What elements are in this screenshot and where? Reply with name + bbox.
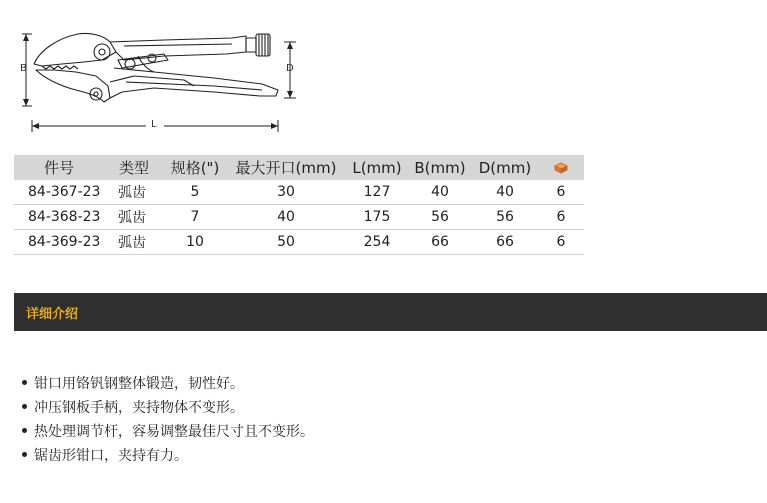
dimension-d-label: D (286, 63, 294, 74)
cell-depth: 40 (472, 180, 538, 205)
cell-type: 弧齿 (104, 230, 164, 255)
cell-length: 254 (346, 230, 408, 255)
cell-max-opening: 30 (226, 180, 346, 205)
list-item: 冲压钢板手柄，夹持物体不变形。 (22, 396, 314, 420)
cell-type: 弧齿 (104, 205, 164, 230)
cell-width: 56 (408, 205, 472, 230)
cell-max-opening: 40 (226, 205, 346, 230)
spec-table (14, 155, 584, 255)
detail-section-bar (14, 293, 767, 331)
cell-size: 5 (164, 180, 226, 205)
cell-type: 弧齿 (104, 180, 164, 205)
header-quantity (538, 155, 584, 180)
table-row (14, 180, 584, 205)
locking-pliers-drawing (14, 30, 304, 140)
cell-depth: 66 (472, 230, 538, 255)
cell-code: 84-368-23 (14, 205, 104, 230)
section-title: 详细介绍 (26, 306, 79, 322)
cell-size: 7 (164, 205, 226, 230)
cell-quantity: 6 (538, 180, 584, 205)
list-item: 锯齿形钳口，夹持有力。 (22, 444, 314, 468)
header-size: 规格(") (164, 155, 226, 180)
cell-length: 175 (346, 205, 408, 230)
header-code: 件号 (14, 155, 104, 180)
cell-width: 66 (408, 230, 472, 255)
list-item: 热处理调节杆，容易调整最佳尺寸且不变形。 (22, 420, 314, 444)
header-depth: D(mm) (472, 155, 538, 180)
pliers-diagram (14, 30, 304, 140)
header-length: L(mm) (346, 155, 408, 180)
cell-code: 84-367-23 (14, 180, 104, 205)
feature-list (22, 372, 314, 468)
header-type: 类型 (104, 155, 164, 180)
cell-size: 10 (164, 230, 226, 255)
cell-width: 40 (408, 180, 472, 205)
cell-max-opening: 50 (226, 230, 346, 255)
table-row (14, 230, 584, 255)
cell-code: 84-369-23 (14, 230, 104, 255)
cell-quantity: 6 (538, 230, 584, 255)
header-max-opening: 最大开口(mm) (226, 155, 346, 180)
dimension-l-label: L (151, 119, 157, 130)
header-width: B(mm) (408, 155, 472, 180)
list-item: 钳口用铬钒钢整体锻造，韧性好。 (22, 372, 314, 396)
box-icon (554, 162, 568, 174)
cell-quantity: 6 (538, 205, 584, 230)
cell-depth: 56 (472, 205, 538, 230)
dimension-b-label: B (20, 63, 27, 74)
table-header-row (14, 155, 584, 180)
table-row (14, 205, 584, 230)
cell-length: 127 (346, 180, 408, 205)
